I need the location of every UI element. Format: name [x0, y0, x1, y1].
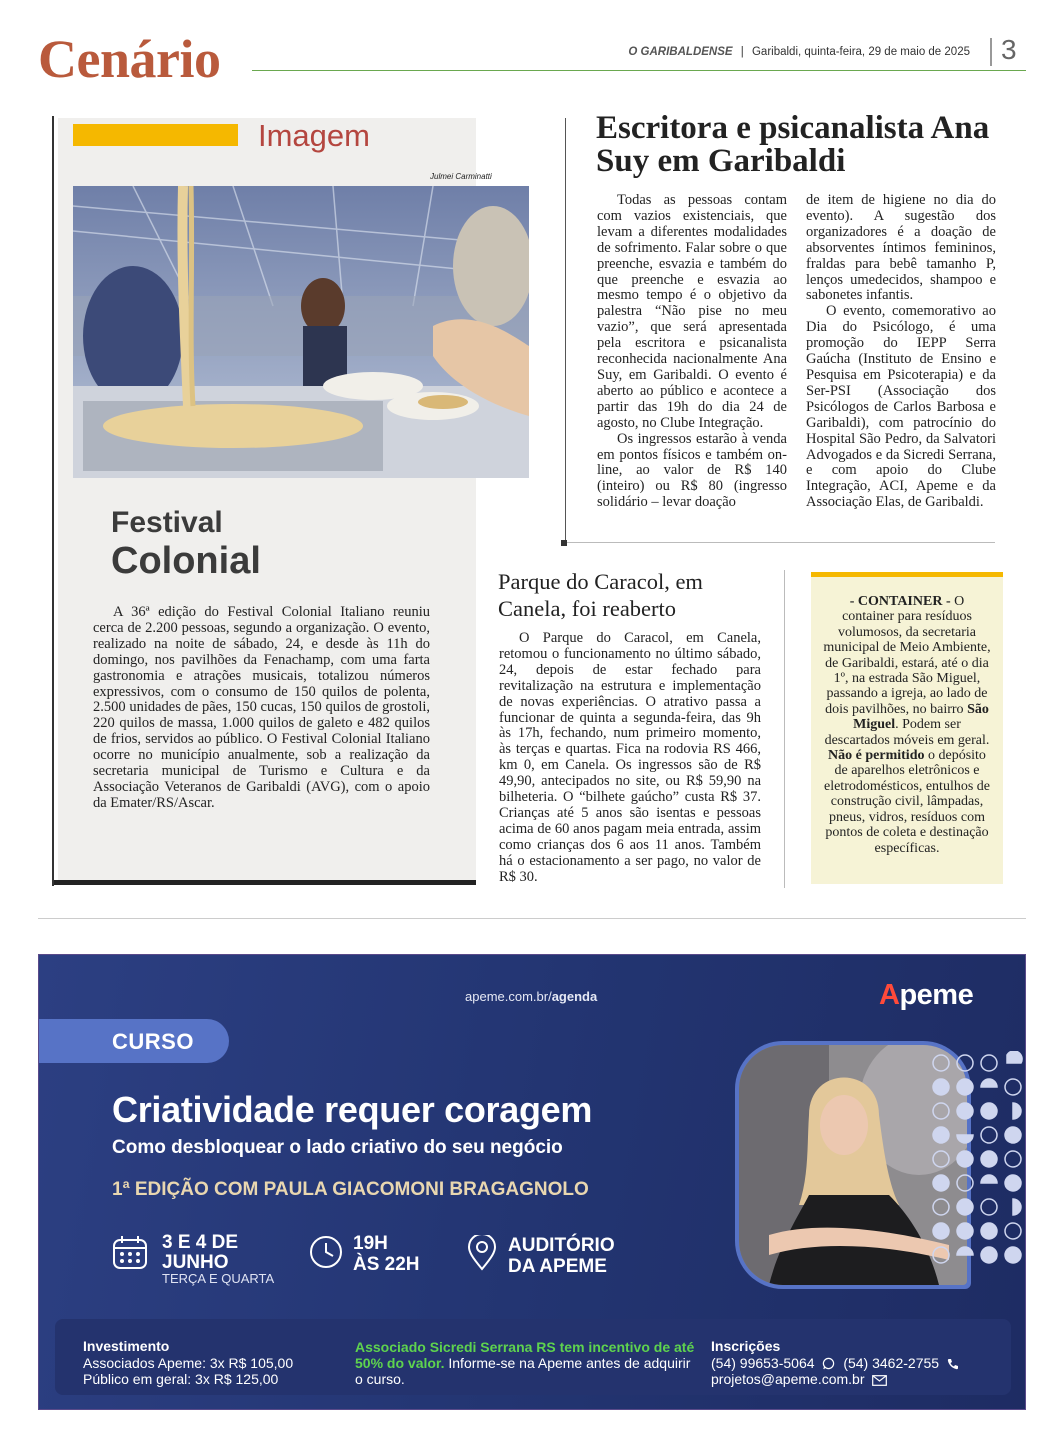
phone-number[interactable]: (54) 3462-2755 [843, 1355, 940, 1371]
escritora-paragraph: Os ingressos estarão à venda em pontos físicos e também on-line, ao valor de R$ 140 (inteiro) ou R$ 80 (ingresso solidário – levar doação [597, 430, 787, 511]
ad-subtitle: Como desbloquear o lado criativo do seu negócio [112, 1137, 563, 1158]
ad-time [353, 1233, 420, 1275]
ad-date-line1: 3 E 4 DE [162, 1232, 239, 1253]
investment-public: Público em geral: 3x R$ 125,00 [83, 1371, 279, 1387]
location-pin-icon [467, 1235, 497, 1276]
page-number: 3 [1001, 34, 1017, 65]
phone-icon [947, 1357, 959, 1373]
parque-right-rule [784, 570, 785, 888]
clock-icon [309, 1235, 343, 1274]
apeme-ad [38, 954, 1026, 1410]
header-rule [252, 70, 1026, 71]
ad-url[interactable] [465, 989, 597, 1004]
festival-title [111, 508, 411, 580]
escritora-headline: Escritora e psicanalista Ana Suy em Garibaldi [596, 110, 990, 179]
escritora-column-1 [597, 193, 787, 511]
festival-title-line2: Colonial [111, 540, 261, 582]
container-note-text [822, 594, 992, 856]
decorative-dots [929, 1051, 1026, 1286]
festival-paragraph: A 36ª edição do Festival Colonial Italiano reuniu cerca de 2.200 pessoas, segundo a organização. O evento, realizado na noite de sábado, 24, e desde às 11h do domingo, nos pavilhões da Fenachamp, com uma farta gastronomia e atrações musicais, totalizou números expressivos, com o consumo de 150 quilos de polenta, 2.500 unidades de pães, 150 cucas, 150 quilos de grostoli, 220 quilos de massa, 1.000 quilos de galeto e 482 quilos de frios, servidos ao público. O Festival Colonial Italiano ocorre no município anualmente, sob a realização da secretaria municipal de Turismo e Cultura e da Associação Veteranos de Garibaldi (AVG), com o apoio da Emater/RS/Ascar. [93, 604, 430, 811]
investment-members: Associados Apeme: 3x R$ 105,00 [83, 1355, 294, 1371]
festival-body [93, 605, 430, 812]
photo-credit: Julmei Carminatti [430, 172, 492, 181]
ad-date-weekdays: TERÇA E QUARTA [162, 1271, 275, 1286]
escritora-paragraph: O evento, comemorativo ao Dia do Psicólogo, é uma promoção do IEPP Serra Gaúcha (Instituto de Ensino e Pesquisa em Psicoterapia) e da Ser-PSI (Associação dos Psicólogos de Carlos Barbosa e Garibaldi), com patrocínio do Hospital São Pedro, da Salvatori Advogados e da Sicredi Serrana, e com apoio do Clube Integração, ACI, Apeme e da Associação Elas, de Garibaldi. [806, 303, 996, 511]
container-text-3: o depósito de aparelhos eletrônicos e eletrodomésticos, entulhos de construção civil, lâmpadas, pneus, vidros, resíduos com pontos de coleta e destinação específicas. [823, 748, 991, 856]
ad-url-path: agenda [551, 989, 598, 1004]
ad-edition: 1ª EDIÇÃO COM PAULA GIACOMONI BRAGAGNOLO [112, 1179, 589, 1200]
festival-title-line1: Festival [111, 506, 223, 539]
ad-place-line2: DA APEME [508, 1256, 607, 1277]
escritora-bottom-rule [565, 542, 995, 543]
escritora-column-2 [806, 193, 996, 511]
parque-paragraph: O Parque do Caracol, em Canela, retomou o funcionamento no último sábado, 24, depois de estar fechado para revitalização na estrutura e implementação de novas experiências. O atrativo passa a funcionar de quinta a segunda-feira, das 9h às 17h, fechando, num primeiro momento, às terças e quartas. Fica na rodovia RS 466, km 0, em Canela. Os ingressos são de R$ 49,90, antecipados no site, ou R$ 59,90 na bilheteria. O “bilhete gaúcho” custa R$ 37. Crianças até 5 anos são isentas e pessoas acima de 60 anos pagam meia entrada, assim como crianças dos 6 aos 11 anos. Também há o estacionamento a ser pago, no valor de R$ 30. [499, 630, 761, 885]
container-text-1: O container para resíduos volumosos, da secretaria municipal de Meio Ambiente, de Garibaldi, estará, até o dia 1º, na estrada São Miguel, passando a igreja, ao lado de dois pavilhões, no bairro [823, 594, 991, 717]
ad-separator-rule [38, 918, 1026, 919]
header-meta [628, 46, 970, 58]
parque-body [499, 631, 761, 886]
whatsapp-number[interactable]: (54) 99653-5064 [711, 1355, 815, 1371]
registration-label: Inscrições [711, 1338, 781, 1354]
apeme-logo [879, 979, 973, 1012]
registration-email [711, 1371, 887, 1389]
mail-icon [872, 1373, 887, 1389]
container-lead: - CONTAINER - [849, 594, 951, 609]
apeme-logo-rest: peme [899, 979, 974, 1011]
festival-photo [73, 186, 529, 478]
escritora-left-rule [565, 118, 566, 544]
sicredi-note [355, 1339, 695, 1387]
sicredi-rest: Informe-se na Apeme antes de adquirir o curso. [355, 1355, 691, 1387]
section-title: Cenário [38, 29, 221, 89]
ad-url-prefix: apeme.com.br/ [465, 989, 552, 1004]
escritora-paragraph: Todas as pessoas contam com vazios existenciais, que levam a diferentes modalidades de sofrimento. Falar sobre o que preenche, esvazia e também do que preenche e esvazia ao mesmo tempo é o objetivo da palestra “Não pise no meu vazio”, que será apresentada pela escritora e psicanalista reconhecida nacionalmente Ana Suy, em Garibaldi. O evento é aberto ao público e acontece a partir das 19h do dia 24 de agosto, no Clube Integração. [597, 192, 787, 431]
imagem-bottom-rule [54, 880, 476, 885]
container-text-2: . Podem ser descartados móveis em geral. [824, 717, 990, 748]
escritora-paragraph: de item de higiene no dia do evento). A sugestão dos organizadores é a doação de absorventes íntimos femininos, fraldas para bebê tamanho P, lenços umedecidos, shampoo e sabonetes infantis. [806, 192, 996, 304]
sicredi-highlight: Associado Sicredi Serrana RS tem incentivo de até 50% do valor. [355, 1339, 695, 1371]
header-separator: | [740, 46, 744, 58]
email-address[interactable]: projetos@apeme.com.br [711, 1371, 865, 1387]
ad-place-line1: AUDITÓRIO [508, 1235, 615, 1256]
imagem-yellow-bar [73, 124, 238, 146]
imagem-label: Imagem [258, 118, 370, 153]
page-number-separator [990, 38, 992, 66]
imagem-left-rule [52, 116, 54, 886]
parque-headline: Parque do Caracol, em Canela, foi reaberto [498, 569, 703, 621]
ad-time-line1: 19H [353, 1233, 388, 1254]
apeme-logo-a: A [879, 979, 900, 1011]
escritora-corner-dot [561, 540, 567, 546]
paper-name: O GARIBALDENSE [628, 46, 733, 58]
container-bairro: São Miguel [853, 701, 989, 733]
curso-label: CURSO [112, 1029, 194, 1054]
container-warning: Não é permitido [828, 748, 925, 764]
calendar-icon [111, 1233, 149, 1276]
investment-label: Investimento [83, 1338, 170, 1354]
ad-title: Criatividade requer coragem [112, 1089, 593, 1130]
ad-date [162, 1233, 238, 1273]
ad-place [508, 1235, 615, 1277]
ad-time-line2: ÀS 22H [353, 1254, 420, 1275]
date-line: Garibaldi, quinta-feira, 29 de maio de 2025 [751, 46, 970, 58]
ad-date-line2: JUNHO [162, 1252, 229, 1273]
